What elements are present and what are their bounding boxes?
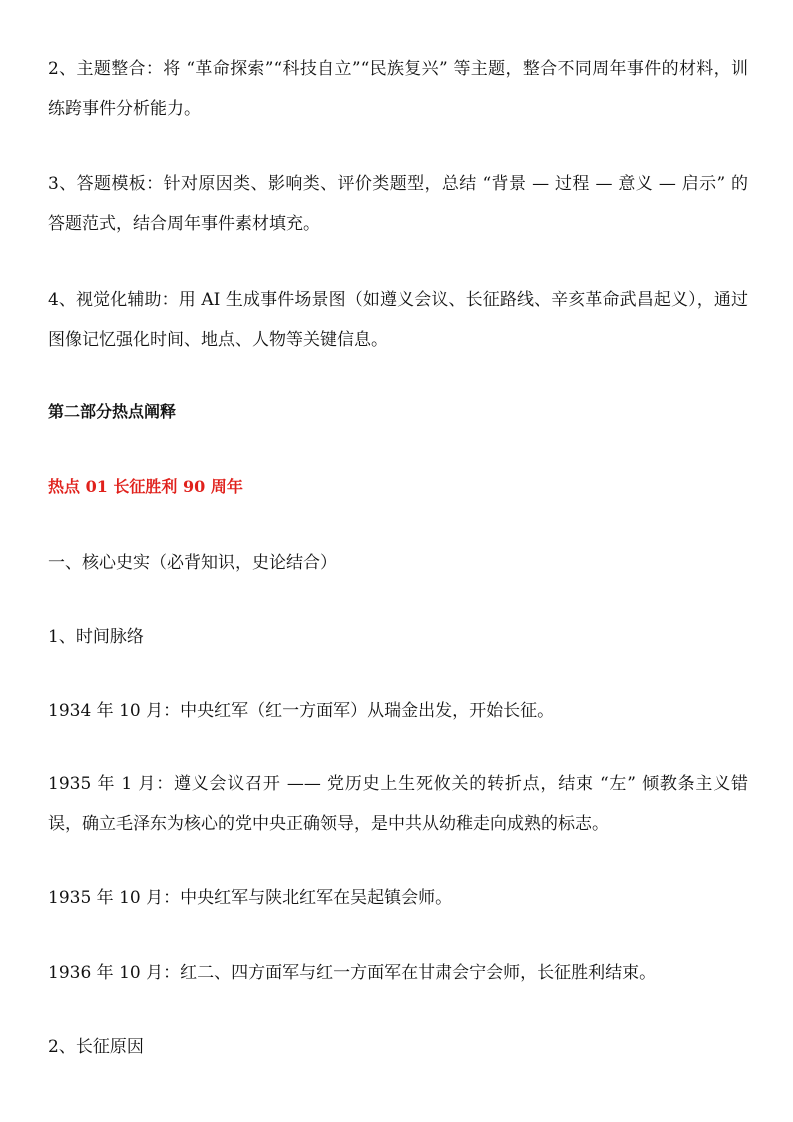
timeline-item-1936: 1936 年 10 月：红二、四方面军与红一方面军在甘肃会宁会师，长征胜利结束。: [48, 963, 657, 983]
section-title-part-two: 第二部分热点阐释: [48, 402, 177, 421]
timeline-item-1934: 1934 年 10 月：中央红军（红一方面军）从瑞金出发，开始长征。: [48, 701, 555, 721]
paragraph-theme-integration: 2、主题整合：将 “革命探索”“科技自立”“民族复兴” 等主题，整合不同周年事件的材料，训练跨事件分析能力。: [48, 59, 748, 119]
paragraph-answer-template: 3、答题模板：针对原因类、影响类、评价类题型，总结 “背景 — 过程 — 意义 — 启示” 的答题范式，结合周年事件素材填充。: [48, 174, 748, 234]
paragraph-visual-aid: 4、视觉化辅助：用 AI 生成事件场景图（如遵义会议、长征路线、辛亥革命武昌起义），通过图像记忆强化时间、地点、人物等关键信息。: [48, 290, 748, 350]
hot-topic-01-title: 热点 01 长征胜利 90 周年: [48, 477, 243, 496]
core-facts-heading: 一、核心史实（必背知识，史论结合）: [48, 553, 337, 573]
timeline-heading: 1、时间脉络: [48, 627, 144, 647]
timeline-item-1935-oct: 1935 年 10 月：中央红军与陕北红军在吴起镇会师。: [48, 888, 453, 908]
timeline-item-1935-jan: 1935 年 1 月：遵义会议召开 —— 党历史上生死攸关的转折点，结束 “左” 倾教条主义错误，确立毛泽东为核心的党中央正确领导，是中共从幼稚走向成熟的标志。: [48, 774, 748, 834]
long-march-reasons-heading: 2、长征原因: [48, 1037, 144, 1057]
